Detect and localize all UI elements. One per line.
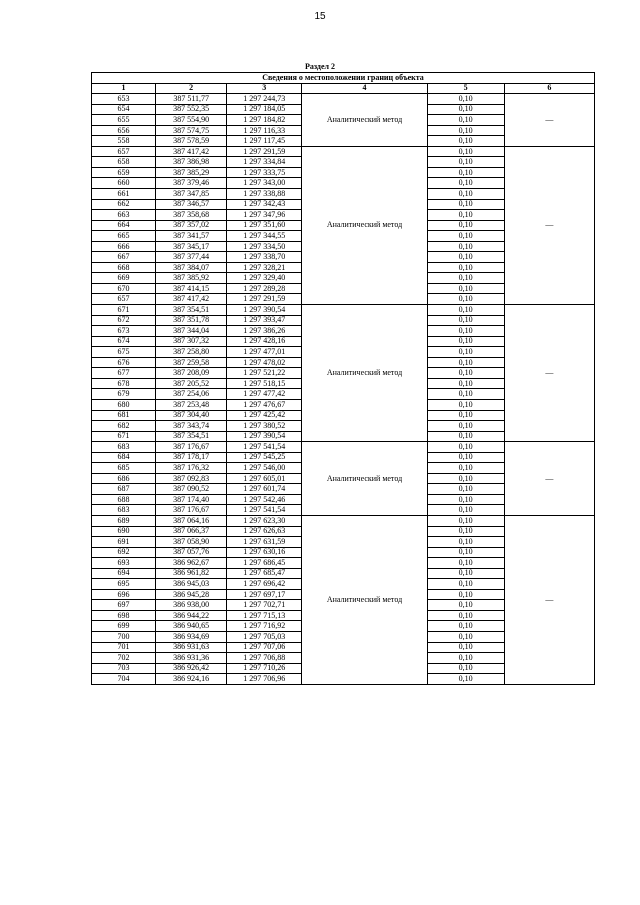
y-coordinate-cell: 1 297 631,59 [227, 537, 302, 548]
x-coordinate-cell: 387 386,98 [156, 157, 227, 168]
point-number-cell: 685 [92, 463, 156, 474]
point-number-cell: 684 [92, 452, 156, 463]
coordinates-table [91, 72, 595, 685]
y-coordinate-cell: 1 297 334,84 [227, 157, 302, 168]
point-number-cell: 666 [92, 241, 156, 252]
y-coordinate-cell: 1 297 342,43 [227, 199, 302, 210]
accuracy-cell: 0,10 [427, 484, 504, 495]
x-coordinate-cell: 386 938,00 [156, 600, 227, 611]
x-coordinate-cell: 387 307,32 [156, 336, 227, 347]
point-number-cell: 656 [92, 125, 156, 136]
point-number-cell: 665 [92, 231, 156, 242]
accuracy-cell: 0,10 [427, 368, 504, 379]
y-coordinate-cell: 1 297 605,01 [227, 473, 302, 484]
y-coordinate-cell: 1 297 541,54 [227, 505, 302, 516]
x-coordinate-cell: 386 945,28 [156, 589, 227, 600]
y-coordinate-cell: 1 297 702,71 [227, 600, 302, 611]
x-coordinate-cell: 387 417,42 [156, 146, 227, 157]
column-6-cell: — [504, 442, 594, 516]
accuracy-cell: 0,10 [427, 252, 504, 263]
point-number-cell: 669 [92, 273, 156, 284]
point-number-cell: 657 [92, 146, 156, 157]
x-coordinate-cell: 387 379,46 [156, 178, 227, 189]
x-coordinate-cell: 387 090,52 [156, 484, 227, 495]
y-coordinate-cell: 1 297 477,42 [227, 389, 302, 400]
point-number-cell: 699 [92, 621, 156, 632]
y-coordinate-cell: 1 297 626,63 [227, 526, 302, 537]
x-coordinate-cell: 387 205,52 [156, 378, 227, 389]
point-number-cell: 674 [92, 336, 156, 347]
point-number-cell: 675 [92, 347, 156, 358]
x-coordinate-cell: 387 414,15 [156, 283, 227, 294]
point-number-cell: 654 [92, 104, 156, 115]
section-title: Раздел 2 [304, 62, 336, 71]
x-coordinate-cell: 387 345,17 [156, 241, 227, 252]
y-coordinate-cell: 1 297 542,46 [227, 494, 302, 505]
y-coordinate-cell: 1 297 686,45 [227, 558, 302, 569]
x-coordinate-cell: 387 574,75 [156, 125, 227, 136]
y-coordinate-cell: 1 297 546,00 [227, 463, 302, 474]
accuracy-cell: 0,10 [427, 136, 504, 147]
y-coordinate-cell: 1 297 386,26 [227, 326, 302, 337]
accuracy-cell: 0,10 [427, 631, 504, 642]
point-number-cell: 696 [92, 589, 156, 600]
x-coordinate-cell: 386 931,36 [156, 653, 227, 664]
accuracy-cell: 0,10 [427, 294, 504, 305]
accuracy-cell: 0,10 [427, 399, 504, 410]
y-coordinate-cell: 1 297 696,42 [227, 579, 302, 590]
point-number-cell: 688 [92, 494, 156, 505]
x-coordinate-cell: 387 347,85 [156, 189, 227, 200]
y-coordinate-cell: 1 297 715,13 [227, 610, 302, 621]
accuracy-cell: 0,10 [427, 452, 504, 463]
accuracy-cell: 0,10 [427, 115, 504, 126]
x-coordinate-cell: 387 417,42 [156, 294, 227, 305]
y-coordinate-cell: 1 297 541,54 [227, 442, 302, 453]
point-number-cell: 680 [92, 399, 156, 410]
y-coordinate-cell: 1 297 117,45 [227, 136, 302, 147]
y-coordinate-cell: 1 297 334,50 [227, 241, 302, 252]
accuracy-cell: 0,10 [427, 210, 504, 221]
point-number-cell: 558 [92, 136, 156, 147]
x-coordinate-cell: 386 940,65 [156, 621, 227, 632]
accuracy-cell: 0,10 [427, 326, 504, 337]
point-number-cell: 701 [92, 642, 156, 653]
y-coordinate-cell: 1 297 630,16 [227, 547, 302, 558]
point-number-cell: 687 [92, 484, 156, 495]
x-coordinate-cell: 387 259,58 [156, 357, 227, 368]
y-coordinate-cell: 1 297 705,03 [227, 631, 302, 642]
x-coordinate-cell: 386 931,63 [156, 642, 227, 653]
point-number-cell: 682 [92, 421, 156, 432]
accuracy-cell: 0,10 [427, 473, 504, 484]
point-number-cell: 664 [92, 220, 156, 231]
table-row [92, 94, 595, 105]
x-coordinate-cell: 386 934,69 [156, 631, 227, 642]
accuracy-cell: 0,10 [427, 189, 504, 200]
accuracy-cell: 0,10 [427, 146, 504, 157]
y-coordinate-cell: 1 297 351,60 [227, 220, 302, 231]
column-6-cell: — [504, 146, 594, 304]
point-number-cell: 692 [92, 547, 156, 558]
accuracy-cell: 0,10 [427, 463, 504, 474]
accuracy-cell: 0,10 [427, 157, 504, 168]
point-number-cell: 658 [92, 157, 156, 168]
accuracy-cell: 0,10 [427, 305, 504, 316]
table-row [92, 305, 595, 316]
point-number-cell: 683 [92, 442, 156, 453]
x-coordinate-cell: 386 962,67 [156, 558, 227, 569]
x-coordinate-cell: 387 058,90 [156, 537, 227, 548]
table-row [92, 442, 595, 453]
x-coordinate-cell: 387 552,35 [156, 104, 227, 115]
x-coordinate-cell: 387 064,16 [156, 515, 227, 526]
accuracy-cell: 0,10 [427, 389, 504, 400]
y-coordinate-cell: 1 297 545,25 [227, 452, 302, 463]
x-coordinate-cell: 386 945,03 [156, 579, 227, 590]
y-coordinate-cell: 1 297 291,59 [227, 294, 302, 305]
accuracy-cell: 0,10 [427, 589, 504, 600]
y-coordinate-cell: 1 297 338,70 [227, 252, 302, 263]
accuracy-cell: 0,10 [427, 547, 504, 558]
x-coordinate-cell: 387 358,68 [156, 210, 227, 221]
y-coordinate-cell: 1 297 393,47 [227, 315, 302, 326]
y-coordinate-cell: 1 297 291,59 [227, 146, 302, 157]
x-coordinate-cell: 387 554,90 [156, 115, 227, 126]
x-coordinate-cell: 387 066,37 [156, 526, 227, 537]
accuracy-cell: 0,10 [427, 178, 504, 189]
accuracy-cell: 0,10 [427, 674, 504, 685]
accuracy-cell: 0,10 [427, 199, 504, 210]
accuracy-cell: 0,10 [427, 231, 504, 242]
method-cell: Аналитический метод [302, 94, 427, 147]
point-number-cell: 662 [92, 199, 156, 210]
point-number-cell: 670 [92, 283, 156, 294]
y-coordinate-cell: 1 297 685,47 [227, 568, 302, 579]
y-coordinate-cell: 1 297 601,74 [227, 484, 302, 495]
y-coordinate-cell: 1 297 390,54 [227, 431, 302, 442]
x-coordinate-cell: 387 344,04 [156, 326, 227, 337]
page-number: 15 [314, 11, 326, 22]
y-coordinate-cell: 1 297 347,96 [227, 210, 302, 221]
accuracy-cell: 0,10 [427, 505, 504, 516]
y-coordinate-cell: 1 297 338,88 [227, 189, 302, 200]
accuracy-cell: 0,10 [427, 125, 504, 136]
accuracy-cell: 0,10 [427, 410, 504, 421]
y-coordinate-cell: 1 297 116,33 [227, 125, 302, 136]
point-number-cell: 671 [92, 431, 156, 442]
y-coordinate-cell: 1 297 289,28 [227, 283, 302, 294]
table-body [92, 94, 595, 685]
point-number-cell: 667 [92, 252, 156, 263]
column-header-4: 4 [302, 83, 427, 94]
accuracy-cell: 0,10 [427, 568, 504, 579]
y-coordinate-cell: 1 297 697,17 [227, 589, 302, 600]
column-header-1: 1 [92, 83, 156, 94]
point-number-cell: 671 [92, 305, 156, 316]
y-coordinate-cell: 1 297 706,88 [227, 653, 302, 664]
y-coordinate-cell: 1 297 716,92 [227, 621, 302, 632]
x-coordinate-cell: 387 304,40 [156, 410, 227, 421]
accuracy-cell: 0,10 [427, 663, 504, 674]
point-number-cell: 673 [92, 326, 156, 337]
accuracy-cell: 0,10 [427, 442, 504, 453]
y-coordinate-cell: 1 297 344,55 [227, 231, 302, 242]
y-coordinate-cell: 1 297 623,30 [227, 515, 302, 526]
method-cell: Аналитический метод [302, 305, 427, 442]
x-coordinate-cell: 387 357,02 [156, 220, 227, 231]
accuracy-cell: 0,10 [427, 220, 504, 231]
column-header-row [92, 83, 595, 94]
point-number-cell: 690 [92, 526, 156, 537]
point-number-cell: 672 [92, 315, 156, 326]
x-coordinate-cell: 387 354,51 [156, 431, 227, 442]
point-number-cell: 653 [92, 94, 156, 105]
y-coordinate-cell: 1 297 425,42 [227, 410, 302, 421]
accuracy-cell: 0,10 [427, 431, 504, 442]
x-coordinate-cell: 387 254,06 [156, 389, 227, 400]
accuracy-cell: 0,10 [427, 104, 504, 115]
point-number-cell: 657 [92, 294, 156, 305]
point-number-cell: 691 [92, 537, 156, 548]
column-header-3: 3 [227, 83, 302, 94]
point-number-cell: 678 [92, 378, 156, 389]
point-number-cell: 661 [92, 189, 156, 200]
point-number-cell: 686 [92, 473, 156, 484]
accuracy-cell: 0,10 [427, 347, 504, 358]
x-coordinate-cell: 387 346,57 [156, 199, 227, 210]
x-coordinate-cell: 387 176,32 [156, 463, 227, 474]
point-number-cell: 698 [92, 610, 156, 621]
point-number-cell: 679 [92, 389, 156, 400]
y-coordinate-cell: 1 297 184,05 [227, 104, 302, 115]
accuracy-cell: 0,10 [427, 653, 504, 664]
method-cell: Аналитический метод [302, 515, 427, 684]
y-coordinate-cell: 1 297 476,67 [227, 399, 302, 410]
x-coordinate-cell: 387 174,40 [156, 494, 227, 505]
point-number-cell: 655 [92, 115, 156, 126]
accuracy-cell: 0,10 [427, 515, 504, 526]
y-coordinate-cell: 1 297 428,16 [227, 336, 302, 347]
point-number-cell: 663 [92, 210, 156, 221]
point-number-cell: 676 [92, 357, 156, 368]
point-number-cell: 700 [92, 631, 156, 642]
point-number-cell: 677 [92, 368, 156, 379]
x-coordinate-cell: 387 351,78 [156, 315, 227, 326]
point-number-cell: 689 [92, 515, 156, 526]
x-coordinate-cell: 386 926,42 [156, 663, 227, 674]
point-number-cell: 704 [92, 674, 156, 685]
table-row [92, 515, 595, 526]
point-number-cell: 694 [92, 568, 156, 579]
accuracy-cell: 0,10 [427, 642, 504, 653]
table-row [92, 146, 595, 157]
accuracy-cell: 0,10 [427, 94, 504, 105]
accuracy-cell: 0,10 [427, 283, 504, 294]
accuracy-cell: 0,10 [427, 421, 504, 432]
x-coordinate-cell: 387 208,09 [156, 368, 227, 379]
y-coordinate-cell: 1 297 707,06 [227, 642, 302, 653]
method-cell: Аналитический метод [302, 442, 427, 516]
accuracy-cell: 0,10 [427, 315, 504, 326]
x-coordinate-cell: 387 253,48 [156, 399, 227, 410]
point-number-cell: 697 [92, 600, 156, 611]
column-header-5: 5 [427, 83, 504, 94]
column-6-cell: — [504, 94, 594, 147]
y-coordinate-cell: 1 297 706,96 [227, 674, 302, 685]
x-coordinate-cell: 387 511,77 [156, 94, 227, 105]
x-coordinate-cell: 387 384,07 [156, 262, 227, 273]
x-coordinate-cell: 387 377,44 [156, 252, 227, 263]
method-cell: Аналитический метод [302, 146, 427, 304]
y-coordinate-cell: 1 297 380,52 [227, 421, 302, 432]
column-header-6: 6 [504, 83, 594, 94]
column-header-2: 2 [156, 83, 227, 94]
accuracy-cell: 0,10 [427, 610, 504, 621]
y-coordinate-cell: 1 297 478,02 [227, 357, 302, 368]
y-coordinate-cell: 1 297 244,73 [227, 94, 302, 105]
y-coordinate-cell: 1 297 518,15 [227, 378, 302, 389]
y-coordinate-cell: 1 297 333,75 [227, 167, 302, 178]
accuracy-cell: 0,10 [427, 241, 504, 252]
accuracy-cell: 0,10 [427, 273, 504, 284]
y-coordinate-cell: 1 297 329,40 [227, 273, 302, 284]
accuracy-cell: 0,10 [427, 621, 504, 632]
point-number-cell: 703 [92, 663, 156, 674]
y-coordinate-cell: 1 297 710,26 [227, 663, 302, 674]
x-coordinate-cell: 387 057,76 [156, 547, 227, 558]
x-coordinate-cell: 387 578,59 [156, 136, 227, 147]
x-coordinate-cell: 387 343,74 [156, 421, 227, 432]
accuracy-cell: 0,10 [427, 537, 504, 548]
accuracy-cell: 0,10 [427, 167, 504, 178]
x-coordinate-cell: 387 258,80 [156, 347, 227, 358]
accuracy-cell: 0,10 [427, 262, 504, 273]
y-coordinate-cell: 1 297 343,00 [227, 178, 302, 189]
x-coordinate-cell: 386 924,16 [156, 674, 227, 685]
accuracy-cell: 0,10 [427, 558, 504, 569]
point-number-cell: 683 [92, 505, 156, 516]
point-number-cell: 668 [92, 262, 156, 273]
x-coordinate-cell: 387 092,83 [156, 473, 227, 484]
y-coordinate-cell: 1 297 477,01 [227, 347, 302, 358]
point-number-cell: 693 [92, 558, 156, 569]
accuracy-cell: 0,10 [427, 336, 504, 347]
point-number-cell: 702 [92, 653, 156, 664]
x-coordinate-cell: 387 176,67 [156, 442, 227, 453]
point-number-cell: 695 [92, 579, 156, 590]
x-coordinate-cell: 386 944,22 [156, 610, 227, 621]
table-caption: Сведения о местоположении границ объекта [92, 73, 595, 84]
point-number-cell: 659 [92, 167, 156, 178]
accuracy-cell: 0,10 [427, 600, 504, 611]
column-6-cell: — [504, 305, 594, 442]
x-coordinate-cell: 387 178,17 [156, 452, 227, 463]
accuracy-cell: 0,10 [427, 494, 504, 505]
point-number-cell: 660 [92, 178, 156, 189]
accuracy-cell: 0,10 [427, 357, 504, 368]
y-coordinate-cell: 1 297 328,21 [227, 262, 302, 273]
column-6-cell: — [504, 515, 594, 684]
accuracy-cell: 0,10 [427, 579, 504, 590]
x-coordinate-cell: 387 385,92 [156, 273, 227, 284]
x-coordinate-cell: 387 176,67 [156, 505, 227, 516]
y-coordinate-cell: 1 297 390,54 [227, 305, 302, 316]
x-coordinate-cell: 387 385,29 [156, 167, 227, 178]
point-number-cell: 681 [92, 410, 156, 421]
x-coordinate-cell: 387 354,51 [156, 305, 227, 316]
x-coordinate-cell: 387 341,57 [156, 231, 227, 242]
accuracy-cell: 0,10 [427, 526, 504, 537]
x-coordinate-cell: 386 961,82 [156, 568, 227, 579]
y-coordinate-cell: 1 297 521,22 [227, 368, 302, 379]
y-coordinate-cell: 1 297 184,82 [227, 115, 302, 126]
accuracy-cell: 0,10 [427, 378, 504, 389]
